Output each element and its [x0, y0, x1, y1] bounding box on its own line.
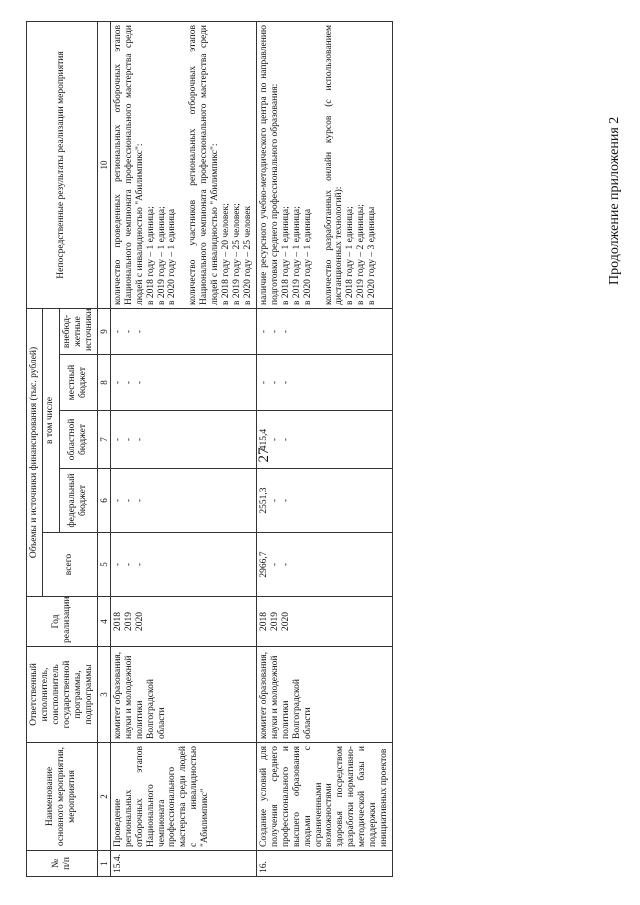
- value: -: [269, 562, 280, 567]
- regional-values: [110, 411, 256, 469]
- local-values: [110, 355, 256, 411]
- column-number: 5: [97, 533, 110, 597]
- results-cell: [256, 21, 392, 308]
- result-text: в 2018 году – 1 единица;: [280, 206, 291, 305]
- executor: комитет образования, науки и молодежной политики Волгоградской области: [110, 647, 256, 743]
- executor: комитет образования, науки и молодежной политики Волгоградской области: [256, 647, 392, 743]
- value: -: [112, 329, 123, 334]
- column-number: 9: [97, 308, 110, 354]
- value: -: [123, 437, 134, 442]
- value: -: [112, 562, 123, 567]
- year: 2018: [258, 612, 269, 631]
- value: -: [134, 562, 145, 567]
- header-results: Непосредственные результаты реализации мероприятия: [27, 21, 98, 308]
- year: 2020: [134, 612, 145, 631]
- result-text: в 2019 году – 2 единицы;: [356, 204, 367, 305]
- year: 2019: [123, 612, 134, 631]
- years-cell: [110, 597, 256, 647]
- regional-values: [256, 411, 392, 469]
- value: -: [134, 437, 145, 442]
- result-text: в 2018 году – 20 человек;: [221, 203, 232, 305]
- years-cell: [256, 597, 392, 647]
- header-local: местный бюджет: [59, 355, 97, 411]
- local-values: [256, 355, 392, 411]
- value: -: [269, 437, 280, 442]
- result-text: в 2019 году – 25 человек;: [232, 203, 243, 305]
- total-values: [110, 533, 256, 597]
- results-cell: [110, 21, 256, 308]
- total-values: [256, 533, 392, 597]
- appendix-continuation-label: Продолжение приложения 2: [607, 116, 622, 285]
- extrabudget-values: [256, 308, 392, 354]
- program-activities-table: [26, 21, 393, 877]
- value: -: [269, 329, 280, 334]
- header-regional: областной бюджет: [59, 411, 97, 469]
- value: -: [280, 329, 291, 334]
- value: 415,4: [258, 428, 269, 451]
- year: 2018: [112, 612, 123, 631]
- table-row: [256, 21, 392, 876]
- extrabudget-values: [110, 308, 256, 354]
- result-text: в 2018 году – 1 единица;: [345, 206, 356, 305]
- spacer: [314, 25, 324, 305]
- activity-name: Проведение региональных отборочных этапов Национального чемпионата профессионального мастерства среди людей с инвалидностью "Абилимпикс": [110, 743, 256, 851]
- row-number: 15.4.: [110, 851, 256, 877]
- federal-values: [256, 469, 392, 533]
- result-text: в 2020 году – 25 человек: [243, 205, 254, 305]
- column-number: 4: [97, 597, 110, 647]
- value: -: [112, 380, 123, 385]
- value: -: [123, 329, 134, 334]
- header-no: № п/п: [27, 851, 98, 877]
- header-including: в том числе: [42, 308, 59, 532]
- row-number: 16.: [256, 851, 392, 877]
- value: 2966,7: [258, 551, 269, 578]
- value: -: [280, 562, 291, 567]
- column-number: 7: [97, 411, 110, 469]
- header-total: всего: [42, 533, 97, 597]
- value: -: [123, 562, 134, 567]
- header-activity-name: Наименование основного мероприятия, мероприятия: [27, 743, 98, 851]
- page-number: 27: [256, 447, 272, 463]
- value: -: [123, 498, 134, 503]
- header-executor: Ответственный исполнитель, соисполнитель государственной программы, подпрограммы: [27, 647, 98, 743]
- value: -: [134, 498, 145, 503]
- result-text: в 2019 году – 1 единица;: [156, 206, 167, 305]
- header-financing: Объемы и источники финансирования (тыс. рублей): [27, 308, 43, 596]
- result-text: наличие ресурсного учебно-методического центра по направлению подготовки среднего профессионального образования:: [258, 24, 280, 305]
- result-text: количество участников региональных отборочных этапов Национального чемпионата профессионального мастерства среди людей с инвалидностью "Абилимпикс":: [188, 24, 221, 305]
- value: -: [134, 380, 145, 385]
- header-extrabudget: внебюд-жетные источники: [59, 308, 97, 354]
- value: -: [112, 437, 123, 442]
- table-row: [110, 21, 256, 876]
- value: -: [258, 329, 269, 334]
- value: -: [269, 380, 280, 385]
- value: -: [280, 498, 291, 503]
- spacer: [178, 25, 188, 305]
- result-text: количество проведенных региональных отборочных этапов Национального чемпионата профессионального мастерства среди людей с инвалидностью "Абилимпикс":: [112, 24, 145, 305]
- header-year: Год реализации: [27, 597, 98, 647]
- value: -: [134, 329, 145, 334]
- value: -: [280, 380, 291, 385]
- column-number: 10: [97, 21, 110, 308]
- federal-values: [110, 469, 256, 533]
- result-text: в 2020 году – 3 единицы: [367, 206, 378, 305]
- column-number: 1: [97, 851, 110, 877]
- value: -: [123, 380, 134, 385]
- result-text: в 2020 году – 1 единица: [167, 208, 178, 305]
- value: 2551,3: [258, 487, 269, 514]
- column-number: 3: [97, 647, 110, 743]
- year: 2020: [280, 612, 291, 631]
- column-number: 8: [97, 355, 110, 411]
- value: -: [280, 437, 291, 442]
- year: 2019: [269, 612, 280, 631]
- header-federal: федеральный бюджет: [59, 469, 97, 533]
- column-number: 6: [97, 469, 110, 533]
- value: -: [258, 380, 269, 385]
- result-text: в 2020 году – 1 единица: [302, 208, 313, 305]
- value: -: [269, 498, 280, 503]
- activity-name: Создание условий для получения среднего профессионального и высшего образования людьми с ограниченными возможностями здоровья посредством разработки нормативно-методической базы и поддержки инициативных проектов: [256, 743, 392, 851]
- result-text: количество разработанных онлайн курсов (с использованием дистанционных технологий):: [323, 24, 345, 305]
- result-text: в 2018 году – 1 единица;: [145, 206, 156, 305]
- column-number: 2: [97, 743, 110, 851]
- value: -: [112, 498, 123, 503]
- result-text: в 2019 году – 1 единица;: [291, 206, 302, 305]
